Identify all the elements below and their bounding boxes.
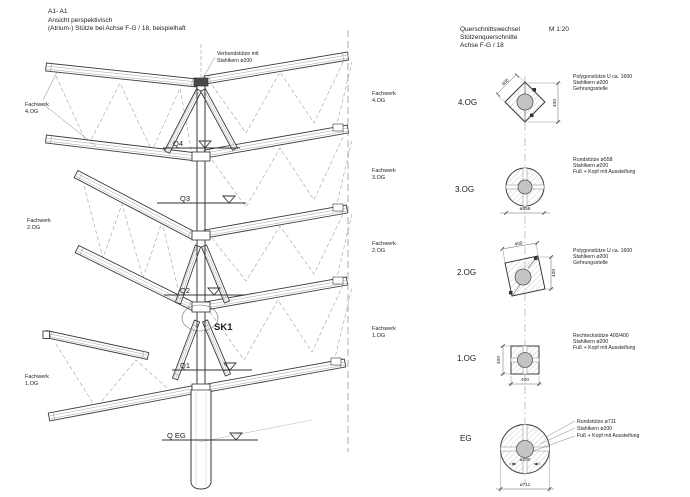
beam-edge-line xyxy=(47,336,147,358)
dim-diameter-558: ø558 xyxy=(519,207,531,212)
joint-plate-sk1 xyxy=(192,302,210,312)
notes-2og xyxy=(573,248,632,266)
splice-label: SK1 xyxy=(214,322,233,333)
svg-text:Stahlkern ø200: Stahlkern ø200 xyxy=(573,163,609,169)
svg-text:Stahlkern ø200: Stahlkern ø200 xyxy=(573,339,609,345)
perspective-view xyxy=(25,8,396,489)
fachwerk-label-left-2og xyxy=(27,218,51,231)
svg-text:Fuß + Kopf mit Aussteifung: Fuß + Kopf mit Aussteifung xyxy=(573,345,636,351)
svg-text:Gehrungsstelle: Gehrungsstelle xyxy=(573,260,608,266)
beam-edge-line xyxy=(78,249,193,306)
notes-1og xyxy=(573,333,636,351)
dim-height-400: 400 xyxy=(552,268,557,278)
truss-web-diagonal xyxy=(336,140,352,208)
steel-core xyxy=(518,353,533,368)
svg-text:Q1: Q1 xyxy=(180,361,191,370)
beam-end-plate xyxy=(333,204,343,211)
floor-label-4og: 4.OG xyxy=(458,98,478,107)
column-note-line2: Stahlkern ø200 xyxy=(217,58,253,64)
beam-edge-line xyxy=(50,388,196,416)
joint-plate-q4 xyxy=(192,152,210,161)
svg-text:Fachwerk: Fachwerk xyxy=(25,102,49,108)
fachwerk-label-right-3og xyxy=(372,168,396,181)
profile-flange-bottom xyxy=(509,291,513,295)
svg-text:Q3: Q3 xyxy=(180,194,191,203)
beam-edge-line xyxy=(202,92,233,149)
steel-core xyxy=(515,269,531,285)
floor-label-1og: 1.OG xyxy=(457,354,477,363)
notes-eg xyxy=(577,419,640,439)
svg-text:Polygonstütze U ca. 1600: Polygonstütze U ca. 1600 xyxy=(573,248,633,254)
svg-text:Q4: Q4 xyxy=(173,139,184,148)
title-block xyxy=(48,8,186,32)
beam-edge-line xyxy=(77,251,192,308)
svg-text:Stahlkern ø200: Stahlkern ø200 xyxy=(573,254,609,260)
panel-header xyxy=(460,26,569,49)
floor-label-3og: 3.OG xyxy=(455,185,475,194)
box-beam xyxy=(74,170,196,239)
svg-text:Rundstütze ø558: Rundstütze ø558 xyxy=(573,157,613,163)
beam-edge-line xyxy=(203,247,225,301)
fachwerk-label-left-1og xyxy=(25,374,49,387)
svg-text:Rundstütze ø711: Rundstütze ø711 xyxy=(577,419,617,425)
joint-plate-3og xyxy=(192,231,210,240)
dim-edge-400: 400 xyxy=(501,78,511,88)
svg-text:Fachwerk: Fachwerk xyxy=(372,326,396,332)
svg-text:4.OG: 4.OG xyxy=(25,109,39,115)
svg-text:1.OG: 1.OG xyxy=(25,381,39,387)
fachwerk-label-right-2og xyxy=(372,241,396,254)
svg-text:2.OG: 2.OG xyxy=(27,225,41,231)
svg-text:4.OG: 4.OG xyxy=(372,98,386,104)
beam-end-markers xyxy=(331,124,343,365)
section-1og xyxy=(457,333,636,386)
column-head-plate xyxy=(194,78,208,86)
beam-open-end xyxy=(43,331,50,339)
panel-scale: M 1:20 xyxy=(549,26,569,33)
eg-column-body xyxy=(191,390,211,485)
svg-text:Polygonstütze U ca. 1600: Polygonstütze U ca. 1600 xyxy=(573,74,633,80)
dim-height-400: 400 xyxy=(553,98,558,108)
svg-text:1.OG: 1.OG xyxy=(372,333,386,339)
box-beam xyxy=(48,385,197,421)
floor-label-eg: EG xyxy=(460,434,472,443)
profile-flange-top xyxy=(534,257,538,261)
svg-text:Gehrungsstelle: Gehrungsstelle xyxy=(573,86,608,92)
box-beam xyxy=(204,205,347,238)
cross-sections-panel xyxy=(455,26,640,492)
beam-edge-line xyxy=(76,176,192,237)
fachwerk-label-left-4og xyxy=(25,72,96,146)
title-subject: (Atrium-) Stütze bei Achse F-G / 18, beispielhaft xyxy=(48,25,186,32)
svg-text:Fachwerk: Fachwerk xyxy=(372,241,396,247)
beam-end-plate xyxy=(331,358,341,365)
steel-core xyxy=(518,180,532,194)
beam-edge-line xyxy=(77,174,193,235)
floor-label-2og: 2.OG xyxy=(457,268,477,277)
dim-height-400: 400 xyxy=(497,355,502,365)
beam-edge-line xyxy=(206,208,346,233)
box-beam xyxy=(46,63,198,87)
box-beam xyxy=(45,331,148,360)
fachwerk-label-right-4og xyxy=(372,91,396,104)
svg-text:3.OG: 3.OG xyxy=(372,175,386,181)
svg-text:Q2: Q2 xyxy=(180,286,191,295)
svg-text:Fachwerk: Fachwerk xyxy=(27,218,51,224)
dim-diameter-711: ø711 xyxy=(519,483,531,488)
svg-text:Fachwerk: Fachwerk xyxy=(372,91,396,97)
beam-end-plate xyxy=(333,277,343,284)
fachwerk-leader-top xyxy=(43,72,57,100)
notes-4og xyxy=(573,74,632,92)
steel-core xyxy=(517,441,534,458)
dim-width-400: 400 xyxy=(520,378,530,383)
level-marker-q3 xyxy=(157,194,246,203)
panel-subtitle: Stützenquerschnitte xyxy=(460,34,518,41)
section-3og xyxy=(455,157,636,215)
beam-edge-line xyxy=(47,333,147,355)
svg-text:Rechteckstütze 400/400: Rechteckstütze 400/400 xyxy=(573,333,629,339)
section-eg xyxy=(460,419,640,492)
svg-text:Fuß + Kopf mit Aussteifung: Fuß + Kopf mit Aussteifung xyxy=(577,433,640,439)
title-view: Ansicht perspektivisch xyxy=(48,17,113,24)
svg-text:2.OG: 2.OG xyxy=(372,248,386,254)
dim-width-400: 400 xyxy=(514,241,524,248)
profile-flange-top xyxy=(533,88,537,92)
beam-edge-line xyxy=(47,66,196,82)
ground-edge-line xyxy=(199,420,312,442)
svg-text:Q EG: Q EG xyxy=(167,431,186,440)
panel-axis: Achse F-G / 18 xyxy=(460,42,504,49)
truss-web-diagonal xyxy=(336,214,352,281)
svg-text:Fachwerk: Fachwerk xyxy=(25,374,49,380)
level-marker-q1 xyxy=(172,361,252,370)
title-code: A1- A1 xyxy=(48,8,68,15)
truss-web-diagonal xyxy=(336,62,352,128)
beam-edge-line xyxy=(50,391,196,419)
svg-text:Fuß + Kopf mit Aussteifung: Fuß + Kopf mit Aussteifung xyxy=(573,169,636,175)
dim-core-200: ø200 xyxy=(519,458,531,463)
svg-text:Stahlkern ø200: Stahlkern ø200 xyxy=(577,426,613,432)
svg-text:Stahlkern ø200: Stahlkern ø200 xyxy=(573,80,609,86)
beam-end-plate xyxy=(333,124,343,131)
profile-flange-bottom xyxy=(530,114,534,118)
section-4og xyxy=(458,74,632,124)
section-2og xyxy=(457,240,632,296)
beam-edge-line xyxy=(204,91,235,148)
panel-title: Querschnittswechsel xyxy=(460,26,520,33)
column-note-line1: Verbundstütze mit xyxy=(217,51,259,57)
fachwerk-label-right-1og xyxy=(372,326,396,339)
steel-core xyxy=(517,94,533,110)
notes-3og xyxy=(573,157,636,175)
svg-text:Fachwerk: Fachwerk xyxy=(372,168,396,174)
